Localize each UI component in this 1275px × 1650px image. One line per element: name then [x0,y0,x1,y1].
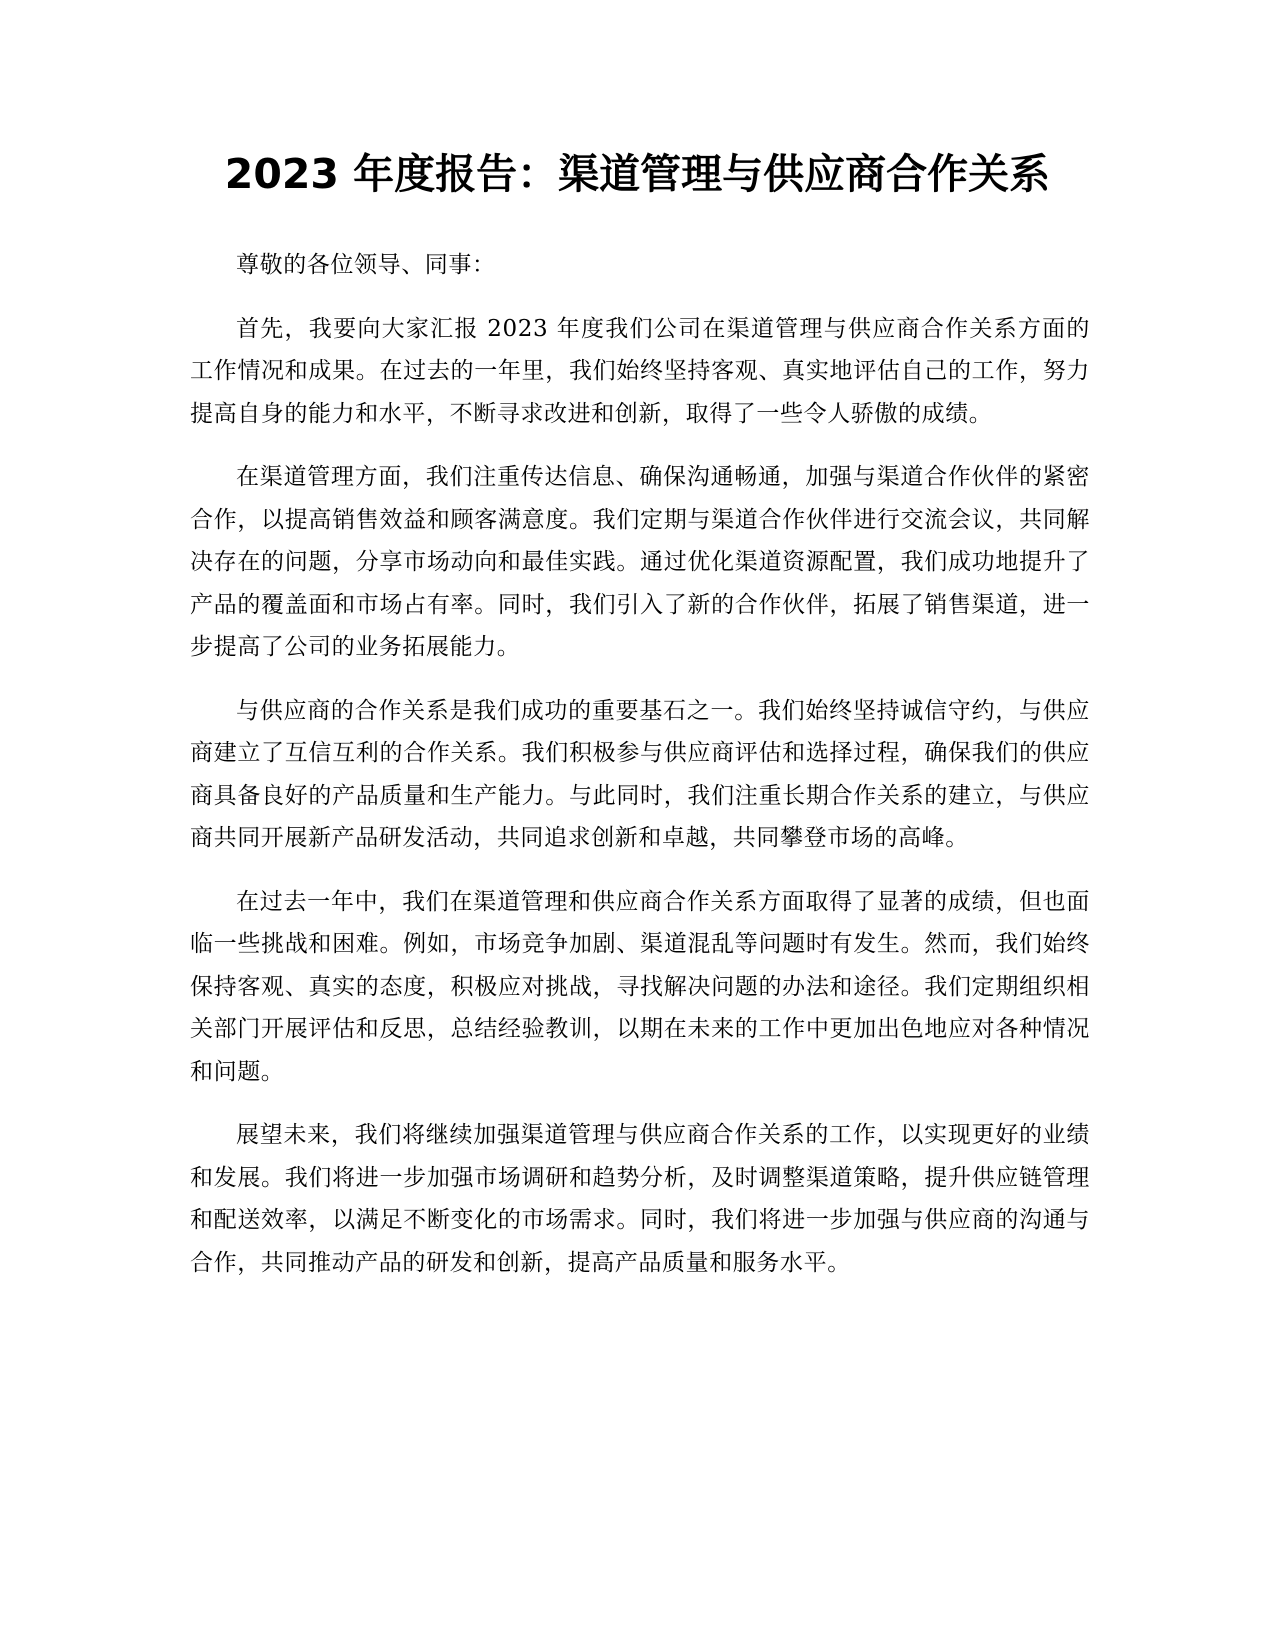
salutation: 尊敬的各位领导、同事： [236,252,496,278]
paragraph-4: 在过去一年中，我们在渠道管理和供应商合作关系方面取得了显著的成绩，但也面临一些挑战和困难。例如，市场竞争加剧、渠道混乱等问题时有发生。然而，我们始终保持客观、真实的态度，积极应对挑战，寻找解决问题的办法和途径。我们定期组织相关部门开展评估和反思，总结经验教训，以期在未来的工作中更加出色地应对各种情况和问题。 [190,888,1090,1085]
paragraph-3: 与供应商的合作关系是我们成功的重要基石之一。我们始终坚持诚信守约，与供应商建立了互信互利的合作关系。我们积极参与供应商评估和选择过程，确保我们的供应商具备良好的产品质量和生产能力。与此同时，我们注重长期合作关系的建立，与供应商共同开展新产品研发活动，共同追求创新和卓越，共同攀登市场的高峰。 [190,697,1090,851]
document-title: 2023 年度报告：渠道管理与供应商合作关系 [224,150,1051,198]
document-body [190,244,1090,1305]
paragraph-5: 展望未来，我们将继续加强渠道管理与供应商合作关系的工作，以实现更好的业绩和发展。我们将进一步加强市场调研和趋势分析，及时调整渠道策略，提升供应链管理和配送效率，以满足不断变化的市场需求。同时，我们将进一步加强与供应商的沟通与合作，共同推动产品的研发和创新，提高产品质量和服务水平。 [190,1122,1090,1276]
paragraph-1: 首先，我要向大家汇报 2023 年度我们公司在渠道管理与供应商合作关系方面的工作情况和成果。在过去的一年里，我们始终坚持客观、真实地评估自己的工作，努力提高自身的能力和水平，不断寻求改进和创新，取得了一些令人骄傲的成绩。 [190,315,1090,427]
paragraph-2: 在渠道管理方面，我们注重传达信息、确保沟通畅通，加强与渠道合作伙伴的紧密合作，以提高销售效益和顾客满意度。我们定期与渠道合作伙伴进行交流会议，共同解决存在的问题，分享市场动向和最佳实践。通过优化渠道资源配置，我们成功地提升了产品的覆盖面和市场占有率。同时，我们引入了新的合作伙伴，拓展了销售渠道，进一步提高了公司的业务拓展能力。 [190,464,1090,660]
